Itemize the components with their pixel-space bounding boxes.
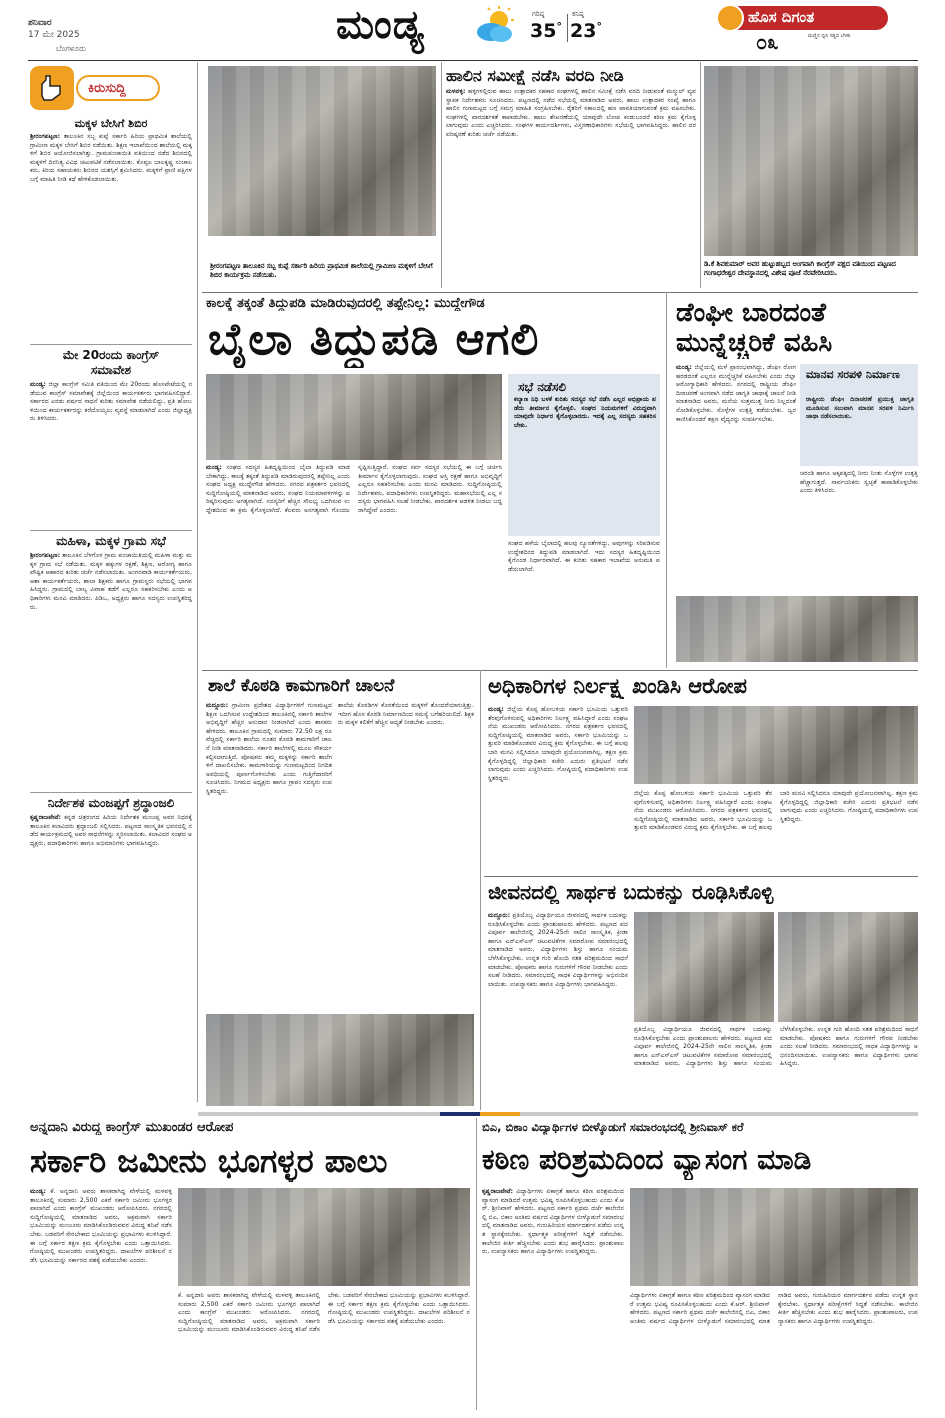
- land-headline: ಸರ್ಕಾರಿ ಜಮೀನು ಭೂಗಳ್ಳರ ಪಾಲು: [30, 1142, 388, 1180]
- registration-marks-far-right: [828, 1409, 868, 1415]
- milk-survey-headline: ಹಾಲಿನ ಸಮೀಕ್ಷೆ ನಡೆಸಿ ವರದಿ ನೀಡಿ: [446, 66, 624, 85]
- officials-body-continued: ಜಿಲ್ಲೆಯ ಕೊಪ್ಪ ಹೋಬಳಿಯ ಸರ್ಕಾರಿ ಭೂಮಿಯ ಒತ್ತುವರಿ ತೆರವುಗೊಳಿಸುವಲ್ಲಿ ಅಧಿಕಾರಿಗಳು ನಿರ್ಲಕ್ಷ್ಯ ವಹಿಸಿದ್ದಾರೆ ಎಂದು ಸಂಘಟನೆಯ ಮುಖಂಡರು ಆರೋಪಿಸಿದರು. ನಗರದ ಪತ್ರಕರ್ತರ ಭವನದಲ್ಲಿ ಸುದ್ದಿಗೋಷ್ಠಿಯಲ್ಲಿ ಮಾತನಾಡಿದ ಅವರು, ಸರ್ಕಾರಿ ಭೂಮಿಯನ್ನು ಒತ್ತುವರಿ ಮಾಡಿಕೊಂಡವರ ವಿರುದ್ಧ ಕ್ರಮ ಕೈಗೊಳ್ಳಬೇಕು. ಈ ಬಗ್ಗೆ ಹಲವು ಬಾರಿ ಮನವಿ ಸಲ್ಲಿಸಿದರೂ ಯಾವುದೇ ಪ್ರಯೋಜನವಾಗಿಲ್ಲ. ತಕ್ಷಣ ಕ್ರಮ ಕೈಗೊಳ್ಳದಿದ್ದಲ್ಲಿ ಜಿಲ್ಲಾಧಿಕಾರಿ ಕಚೇರಿ ಎದುರು ಪ್ರತಿಭಟನೆ ನಡೆಸಲಾಗುವುದು ಎಂದು ಎಚ್ಚರಿಸಿದರು. ಗೋಷ್ಠಿಯಲ್ಲಿ ಪದಾಧಿಕಾರಿಗಳು ಉಪಸ್ಥಿತರಿದ್ದರು.: [634, 790, 918, 832]
- sidebar-hand-icon: [30, 66, 74, 110]
- divider-accent-orange: [480, 1112, 520, 1116]
- dengue-sidebox-heading: ಮಾನವ ಸರಪಳಿ ನಿರ್ಮಾಣ: [806, 368, 900, 381]
- photo-officials-press: [634, 706, 918, 784]
- brief-body: ಶ್ರೀರಂಗಪಟ್ಟಣ: ತಾಲೂಕಿನ ಸಬ್ಬ ಕುಪ್ಪೆ ಸರ್ಕಾರಿ ಹಿರಿಯ ಪ್ರಾಥಮಿಕ ಶಾಲೆಯಲ್ಲಿ ಗ್ರಾಮೀಣ ಮಕ್ಕಳ ಬೇಸಿಗೆ ಶಿಬಿರ ನಡೆಯಿತು. ಶಿಕ್ಷಣ ಇಲಾಖೆಯಿಂದ ಶಾಲೆಯಲ್ಲಿ ಮಕ್ಕಳಿಗೆ ಶಿಬಿರ ಆಯೋಜಿಸಲಾಗಿತ್ತು. ಗ್ರಾಮಪಂಚಾಯಿತಿ ವತಿಯಿಂದ ನಡೆದ ಶಿಬಿರದಲ್ಲಿ ಮಕ್ಕಳಿಗೆ ದಿನನಿತ್ಯ ವಿವಿಧ ಚಟುವಟಿಕೆ ನಡೆಸಲಾಯಿತು. ಕೊಪ್ಪಲ ಬಾಲಕೃಷ್ಣ ಸಂಚಾಲಕರು, ಕಿರಿಯ ಸಹಾಯಕರು ಶಿಬಿರದ ಯಶಸ್ಸಿಗೆ ಶ್ರಮಿಸಿದರು. ಮಕ್ಕಳಿಗೆ ಪ್ರಾಣಿ ಪಕ್ಷಿಗಳ ಬಗ್ಗೆ ಮಾಹಿತಿ ನೀಡಿ ಕಥೆ ಹೇಳಿಕೊಡಲಾಯಿತು.: [30, 133, 192, 183]
- lead-body: ಮಂಡ್ಯ: ಸಂಘದ ಸದಸ್ಯರ ಹಿತದೃಷ್ಟಿಯಿಂದ ಬೈಲಾ ತಿದ್ದುಪಡಿ ಮಾಡಬೇಕಾಗಿದ್ದು, ಕಾಲಕ್ಕೆ ತಕ್ಕಂತೆ ತಿದ್ದುಪಡಿ ಮಾಡಿರುವುದರಲ್ಲಿ ತಪ್ಪೇನಿಲ್ಲ ಎಂದು ಸಂಘದ ಅಧ್ಯಕ್ಷ ಮುದ್ದೇಗೌಡ ಹೇಳಿದರು. ನಗರದ ಪತ್ರಕರ್ತರ ಭವನದಲ್ಲಿ ಸುದ್ದಿಗೋಷ್ಠಿಯಲ್ಲಿ ಮಾತನಾಡಿದ ಅವರು, ಸಂಘದ ನಿಯಮಾವಳಿಗಳನ್ನು ಪರಿಷ್ಕರಿಸುವುದು ಅಗತ್ಯವಾಗಿದೆ. ಸದಸ್ಯರಿಗೆ ಹೆಚ್ಚಿನ ಸೌಲಭ್ಯ ಒದಗಿಸುವ ಉದ್ದೇಶದಿಂದ ಈ ಕ್ರಮ ಕೈಗೊಳ್ಳಲಾಗಿದೆ. ಕೆಲವರು ಅನಗತ್ಯವಾಗಿ ಗೊಂದಲ ಸೃಷ್ಟಿಸುತ್ತಿದ್ದಾರೆ. ಸಂಘದ ಸರ್ವ ಸದಸ್ಯರ ಸಭೆಯಲ್ಲಿ ಈ ಬಗ್ಗೆ ಚರ್ಚಿಸಿ ತೀರ್ಮಾನ ಕೈಗೊಳ್ಳಲಾಗುವುದು. ಸಂಘದ ಆಸ್ತಿ ರಕ್ಷಣೆ ಹಾಗೂ ಅಭಿವೃದ್ಧಿಗೆ ಎಲ್ಲರೂ ಸಹಕರಿಸಬೇಕು ಎಂದು ಮನವಿ ಮಾಡಿದರು. ಸುದ್ದಿಗೋಷ್ಠಿಯಲ್ಲಿ ನಿರ್ದೇಶಕರು, ಪದಾಧಿಕಾರಿಗಳು ಉಪಸ್ಥಿತರಿದ್ದರು. ಮಹಾಸಭೆಯಲ್ಲಿ ಎಲ್ಲ ಸದಸ್ಯರು ಭಾಗವಹಿಸಿ ಸಲಹೆ ನೀಡಬೇಕು. ಪಾರದರ್ಶಕ ಆಡಳಿತ ನೀಡಲು ಬದ್ಧರಾಗಿದ್ದೇವೆ ಎಂದರು.: [206, 464, 502, 514]
- brief-heading: ಮಕ್ಕಳ ಬೇಸಿಗೆ ಶಿಬಿರ: [74, 117, 148, 130]
- masthead: [0, 0, 945, 62]
- school-body-continued: ಶಾಲೆಯ ಕೊಠಡಿಗಳ ಕೊರತೆಯಿಂದ ಮಕ್ಕಳಿಗೆ ತೊಂದರೆಯಾಗುತ್ತಿತ್ತು. ಇದೀಗ ಹೊಸ ಕೊಠಡಿ ನಿರ್ಮಾಣದಿಂದ ಸಮಸ್ಯೆ ಬಗೆಹರಿಯಲಿದೆ. ಶಿಕ್ಷಕರು ಮಕ್ಕಳ ಕಲಿಕೆಗೆ ಹೆಚ್ಚಿನ ಆದ್ಯತೆ ನೀಡಬೇಕು ಎಂದರು.: [338, 702, 474, 727]
- dengue-sidebox-body: ರಾಷ್ಟ್ರೀಯ ಡೆಂಘೀ ದಿನಾಚರಣೆ ಪ್ರಯುಕ್ತ ಜಾಗೃತಿ ಮೂಡಿಸುವ ಸಲುವಾಗಿ ಮಾನವ ಸರಪಳಿ ನಿರ್ಮಿಸಿ ಜಾಥಾ ನಡೆಸಲಾಯಿತು.: [806, 396, 914, 421]
- brief-body: ಕೃಷ್ಣರಾಜಪೇಟೆ: ಕನ್ನಡ ಚಿತ್ರರಂಗದ ಹಿರಿಯ ನಿರ್ದೇಶಕ ಮಂಜಪ್ಪ ಅವರ ನಿಧನಕ್ಕೆ ತಾಲೂಕಿನ ಕಲಾವಿದರು ಶ್ರದ್ಧಾಂಜಲಿ ಸಲ್ಲಿಸಿದರು. ಪಟ್ಟಣದ ಸಾಂಸ್ಕೃತಿಕ ಭವನದಲ್ಲಿ ನಡೆದ ಕಾರ್ಯಕ್ರಮದಲ್ಲಿ ಅವರ ಸಾಧನೆಗಳನ್ನು ಸ್ಮರಿಸಲಾಯಿತು. ಕಲಾವಿದರ ಸಂಘದ ಅಧ್ಯಕ್ಷರು, ಪದಾಧಿಕಾರಿಗಳು ಹಾಗೂ ಅಭಿಮಾನಿಗಳು ಭಾಗವಹಿಸಿದ್ದರು.: [30, 814, 192, 847]
- sidebar-item-4: [30, 796, 192, 1078]
- weather-min-label: ಕನಿಷ್ಠ: [572, 10, 584, 18]
- school-body: ಮದ್ದೂರು: ಗ್ರಾಮೀಣ ಪ್ರದೇಶದ ವಿದ್ಯಾರ್ಥಿಗಳಿಗೆ ಗುಣಮಟ್ಟದ ಶಿಕ್ಷಣ ಒದಗಿಸುವ ಉದ್ದೇಶದಿಂದ ತಾಲೂಕಿನಲ್ಲಿ ಸರ್ಕಾರಿ ಶಾಲೆಗಳ ಅಭಿವೃದ್ಧಿಗೆ ಹೆಚ್ಚಿನ ಅನುದಾನ ನೀಡಲಾಗಿದೆ ಎಂದು ಶಾಸಕರು ಹೇಳಿದರು. ತಾಲೂಕಿನ ಗ್ರಾಮದಲ್ಲಿ ಸುಮಾರು 72.50 ಲಕ್ಷ ರೂ ವೆಚ್ಚದಲ್ಲಿ ಸರ್ಕಾರಿ ಶಾಲೆಯ ನೂತನ ಕೊಠಡಿ ಕಾಮಗಾರಿಗೆ ಚಾಲನೆ ನೀಡಿ ಮಾತನಾಡಿದರು. ಸರ್ಕಾರಿ ಶಾಲೆಗಳಲ್ಲಿ ಮೂಲ ಸೌಕರ್ಯ ಕಲ್ಪಿಸಲಾಗುತ್ತಿದೆ. ಪೋಷಕರು ತಮ್ಮ ಮಕ್ಕಳನ್ನು ಸರ್ಕಾರಿ ಶಾಲೆಗಳಿಗೆ ದಾಖಲಿಸಬೇಕು. ಕಾಮಗಾರಿಯನ್ನು ಗುಣಮಟ್ಟದಿಂದ ನಿಗದಿತ ಅವಧಿಯಲ್ಲಿ ಪೂರ್ಣಗೊಳಿಸಬೇಕು ಎಂದು ಗುತ್ತಿಗೆದಾರರಿಗೆ ಸೂಚಿಸಿದರು. ನಿಗಮದ ಅಧ್ಯಕ್ಷರು ಹಾಗೂ ಗ್ರಾಪಂ ಸದಸ್ಯರು ಉಪಸ್ಥಿತರಿದ್ದರು.: [206, 702, 332, 795]
- registration-marks-left: [92, 1409, 132, 1415]
- life-body: ಮದ್ದೂರು: ಪ್ರತಿಯೊಬ್ಬ ವಿದ್ಯಾರ್ಥಿಯೂ ಜೀವನದಲ್ಲಿ ಸಾರ್ಥಕ ಬದುಕನ್ನು ರೂಢಿಸಿಕೊಳ್ಳಬೇಕು ಎಂದು ಪ್ರಾಂಶುಪಾಲರು ಹೇಳಿದರು. ಪಟ್ಟಣದ ಪದವಿಪೂರ್ವ ಕಾಲೇಜಿನಲ್ಲಿ 2024-25ನೇ ಸಾಲಿನ ಸಾಂಸ್ಕೃತಿಕ, ಕ್ರೀಡಾ ಹಾಗೂ ಎನ್ಎಸ್ಎಸ್ ಚಟುವಟಿಕೆಗಳ ಸಮಾರೋಪ ಸಮಾರಂಭದಲ್ಲಿ ಮಾತನಾಡಿದ ಅವರು, ವಿದ್ಯಾರ್ಥಿಗಳು ಶಿಸ್ತು ಹಾಗೂ ಸಂಯಮ ಬೆಳೆಸಿಕೊಳ್ಳಬೇಕು. ಉನ್ನತ ಗುರಿ ಹೊಂದಿ ಸತತ ಪರಿಶ್ರಮದಿಂದ ಸಾಧನೆ ಮಾಡಬೇಕು. ಪೋಷಕರು ಹಾಗೂ ಗುರುಗಳಿಗೆ ಗೌರವ ನೀಡಬೇಕು ಎಂದು ಸಲಹೆ ನೀಡಿದರು. ಸಮಾರಂಭದಲ್ಲಿ ಸಾಧಕ ವಿದ್ಯಾರ್ಥಿಗಳನ್ನು ಅಭಿನಂದಿಸಲಾಯಿತು. ಉಪನ್ಯಾಸಕರು ಹಾಗೂ ವಿದ್ಯಾರ್ಥಿಗಳು ಭಾಗವಹಿಸಿದ್ದರು.: [488, 912, 628, 988]
- weather-max-unit: °: [556, 20, 562, 33]
- page-number: ೦೩: [756, 30, 779, 54]
- land-body-continued: ಕೆ. ಅನ್ನದಾನಿ ಅವರು ಶಾಸಕರಾಗಿದ್ದ ವೇಳೆಯಲ್ಲಿ ಮಳವಳ್ಳಿ ತಾಲೂಕಿನಲ್ಲಿ ಸುಮಾರು 2,500 ಎಕರೆ ಸರ್ಕಾರಿ ಜಮೀನು ಭೂಗಳ್ಳರ ಪಾಲಾಗಿದೆ ಎಂದು ಕಾಂಗ್ರೆಸ್ ಮುಖಂಡರು ಆರೋಪಿಸಿದರು. ನಗರದಲ್ಲಿ ಸುದ್ದಿಗೋಷ್ಠಿಯಲ್ಲಿ ಮಾತನಾಡಿದ ಅವರು, ಅಕ್ರಮವಾಗಿ ಸರ್ಕಾರಿ ಭೂಮಿಯನ್ನು ಮಂಜೂರು ಮಾಡಿಸಿಕೊಂಡಿರುವವರ ವಿರುದ್ಧ ತನಿಖೆ ನಡೆಸಬೇಕು. ಬಡವರಿಗೆ ಸೇರಬೇಕಾದ ಭೂಮಿಯನ್ನು ಪ್ರಭಾವಿಗಳು ಕಬಳಿಸಿದ್ದಾರೆ. ಈ ಬಗ್ಗೆ ಸರ್ಕಾರ ತಕ್ಷಣ ಕ್ರಮ ಕೈಗೊಳ್ಳಬೇಕು ಎಂದು ಒತ್ತಾಯಿಸಿದರು. ಗೋಷ್ಠಿಯಲ್ಲಿ ಮುಖಂಡರು ಉಪಸ್ಥಿತರಿದ್ದರು. ದಾಖಲೆಗಳ ಪರಿಶೀಲನೆ ನಡೆಸಿ ಭೂಮಿಯನ್ನು ಸರ್ಕಾರದ ವಶಕ್ಕೆ ಪಡೆಯಬೇಕು ಎಂದರು.: [178, 1292, 470, 1334]
- photo-caption: ಡಿ.ಕೆ ಶಿವಕುಮಾರ್ ಅವರ ಹುಟ್ಟುಹಬ್ಬದ ಅಂಗವಾಗಿ ಕಾಂಗ್ರೆಸ್ ಪಕ್ಷದ ವತಿಯಿಂದ ಪಟ್ಟಣದ ಗಂಗಾಧರೇಶ್ವರ ದೇವಸ್ಥಾನದಲ್ಲಿ ವಿಶೇಷ ಪೂಜೆ ನೆರವೇರಿಸಿದರು.: [704, 260, 896, 277]
- divider-accent-navy: [440, 1112, 480, 1116]
- photo-press-meet: [206, 374, 502, 460]
- land-body: ಮಂಡ್ಯ: ಕೆ. ಅನ್ನದಾನಿ ಅವರು ಶಾಸಕರಾಗಿದ್ದ ವೇಳೆಯಲ್ಲಿ ಮಳವಳ್ಳಿ ತಾಲೂಕಿನಲ್ಲಿ ಸುಮಾರು 2,500 ಎಕರೆ ಸರ್ಕಾರಿ ಜಮೀನು ಭೂಗಳ್ಳರ ಪಾಲಾಗಿದೆ ಎಂದು ಕಾಂಗ್ರೆಸ್ ಮುಖಂಡರು ಆರೋಪಿಸಿದರು. ನಗರದಲ್ಲಿ ಸುದ್ದಿಗೋಷ್ಠಿಯಲ್ಲಿ ಮಾತನಾಡಿದ ಅವರು, ಅಕ್ರಮವಾಗಿ ಸರ್ಕಾರಿ ಭೂಮಿಯನ್ನು ಮಂಜೂರು ಮಾಡಿಸಿಕೊಂಡಿರುವವರ ವಿರುದ್ಧ ತನಿಖೆ ನಡೆಸಬೇಕು. ಬಡವರಿಗೆ ಸೇರಬೇಕಾದ ಭೂಮಿಯನ್ನು ಪ್ರಭಾವಿಗಳು ಕಬಳಿಸಿದ್ದಾರೆ. ಈ ಬಗ್ಗೆ ಸರ್ಕಾರ ತಕ್ಷಣ ಕ್ರಮ ಕೈಗೊಳ್ಳಬೇಕು ಎಂದು ಒತ್ತಾಯಿಸಿದರು. ಗೋಷ್ಠಿಯಲ್ಲಿ ಮುಖಂಡರು ಉಪಸ್ಥಿತರಿದ್ದರು. ದಾಖಲೆಗಳ ಪರಿಶೀಲನೆ ನಡೆಸಿ ಭೂಮಿಯನ್ನು ಸರ್ಕಾರದ ವಶಕ್ಕೆ ಪಡೆಯಬೇಕು ಎಂದರು.: [30, 1188, 172, 1264]
- weather-min: 23°: [570, 20, 602, 42]
- weather-max-label: ಗರಿಷ್ಠ: [532, 10, 545, 18]
- lead-sidebox-heading: ಸಭೆ ನಡೆಸಲಿ: [518, 380, 567, 394]
- brief-body: ಮಂಡ್ಯ: ಜಿಲ್ಲಾ ಕಾಂಗ್ರೆಸ್ ಸಮಿತಿ ವತಿಯಿಂದ ಮೇ 20ರಂದು ಹೊಸಪೇಟೆಯಲ್ಲಿ ನಡೆಯುವ ಕಾಂಗ್ರೆಸ್ ಸಮಾವೇಶಕ್ಕೆ ಜಿಲ್ಲೆಯಿಂದ ಕಾರ್ಯಕರ್ತರು ಭಾಗವಹಿಸಲಿದ್ದಾರೆ. ಸರ್ಕಾರದ ಎರಡು ವರ್ಷದ ಸಾಧನೆ ಕುರಿತು ಸಮಾವೇಶ ನಡೆಯಲಿದ್ದು, ಪ್ರತಿ ಹೋಬಳಿಯಿಂದ ಕಾರ್ಯಕರ್ತರನ್ನು ಕರೆದೊಯ್ಯಲು ವ್ಯವಸ್ಥೆ ಮಾಡಲಾಗಿದೆ ಎಂದು ಜಿಲ್ಲಾಧ್ಯಕ್ಷರು ತಿಳಿಸಿದರು.: [30, 381, 192, 423]
- sidebar-item-1: [30, 118, 192, 335]
- weather-icon: [473, 6, 517, 46]
- masthead-date: 17 ಮೇ 2025: [28, 30, 80, 40]
- photo-school-foundation: [206, 1014, 474, 1106]
- life-body-continued: ಪ್ರತಿಯೊಬ್ಬ ವಿದ್ಯಾರ್ಥಿಯೂ ಜೀವನದಲ್ಲಿ ಸಾರ್ಥಕ ಬದುಕನ್ನು ರೂಢಿಸಿಕೊಳ್ಳಬೇಕು ಎಂದು ಪ್ರಾಂಶುಪಾಲರು ಹೇಳಿದರು. ಪಟ್ಟಣದ ಪದವಿಪೂರ್ವ ಕಾಲೇಜಿನಲ್ಲಿ 2024-25ನೇ ಸಾಲಿನ ಸಾಂಸ್ಕೃತಿಕ, ಕ್ರೀಡಾ ಹಾಗೂ ಎನ್ಎಸ್ಎಸ್ ಚಟುವಟಿಕೆಗಳ ಸಮಾರೋಪ ಸಮಾರಂಭದಲ್ಲಿ ಮಾತನಾಡಿದ ಅವರು, ವಿದ್ಯಾರ್ಥಿಗಳು ಶಿಸ್ತು ಹಾಗೂ ಸಂಯಮ ಬೆಳೆಸಿಕೊಳ್ಳಬೇಕು. ಉನ್ನತ ಗುರಿ ಹೊಂದಿ ಸತತ ಪರಿಶ್ರಮದಿಂದ ಸಾಧನೆ ಮಾಡಬೇಕು. ಪೋಷಕರು ಹಾಗೂ ಗುರುಗಳಿಗೆ ಗೌರವ ನೀಡಬೇಕು ಎಂದು ಸಲಹೆ ನೀಡಿದರು. ಸಮಾರಂಭದಲ್ಲಿ ಸಾಧಕ ವಿದ್ಯಾರ್ಥಿಗಳನ್ನು ಅಭಿನಂದಿಸಲಾಯಿತು. ಉಪನ್ಯಾಸಕರು ಹಾಗೂ ವಿದ್ಯಾರ್ಥಿಗಳು ಭಾಗವಹಿಸಿದ್ದರು.: [634, 1026, 918, 1068]
- milk-survey-body: ಮಳವಳ್ಳಿ: ಹಳ್ಳಿಗಳಲ್ಲಿರುವ ಹಾಲು ಉತ್ಪಾದಕರ ಸಹಕಾರ ಸಂಘಗಳಲ್ಲಿ ಹಾಲಿನ ಸಮೀಕ್ಷೆ ನಡೆಸಿ ವರದಿ ನೀಡುವಂತೆ ಮನ್ಮುಲ್ ವ್ಯವಸ್ಥಾಪಕ ನಿರ್ದೇಶಕರು ಸೂಚಿಸಿದರು. ಪಟ್ಟಣದಲ್ಲಿ ನಡೆದ ಸಭೆಯಲ್ಲಿ ಮಾತನಾಡಿದ ಅವರು, ಹಾಲು ಉತ್ಪಾದಕರ ಸಂಖ್ಯೆ ಹಾಗೂ ಹಾಲಿನ ಗುಣಮಟ್ಟದ ಬಗ್ಗೆ ಸಮಗ್ರ ಮಾಹಿತಿ ಸಂಗ್ರಹಿಸಬೇಕು. ರೈತರಿಗೆ ಸಕಾಲದಲ್ಲಿ ಹಣ ಪಾವತಿಯಾಗುವಂತೆ ಕ್ರಮ ವಹಿಸಬೇಕು. ಸಂಘಗಳಲ್ಲಿ ಪಾರದರ್ಶಕತೆ ಕಾಪಾಡಬೇಕು. ಹಾಲು ಶೇಖರಣೆಯಲ್ಲಿ ಯಾವುದೇ ಲೋಪ ಕಂಡುಬಂದರೆ ಕಠಿಣ ಕ್ರಮ ಕೈಗೊಳ್ಳಲಾಗುವುದು ಎಂದು ಎಚ್ಚರಿಸಿದರು. ಸಂಘಗಳ ಕಾರ್ಯದರ್ಶಿಗಳು, ವಿಸ್ತರಣಾಧಿಕಾರಿಗಳು ಸಭೆಯಲ್ಲಿ ಭಾಗವಹಿಸಿದ್ದರು. ಹಾಲಿನ ದರ ಪರಿಷ್ಕರಣೆ ಕುರಿತು ಚರ್ಚೆ ನಡೆಯಿತು.: [446, 88, 696, 138]
- brief-heading: ನಿರ್ದೇಶಕ ಮಂಜಪ್ಪಗೆ ಶ್ರದ್ಧಾಂಜಲಿ: [47, 796, 175, 810]
- lead-kicker: ಕಾಲಕ್ಕೆ ತಕ್ಕಂತೆ ತಿದ್ದುಪಡಿ ಮಾಡಿರುವುದರಲ್ಲಿ ತಪ್ಪೇನಿಲ್ಲ: ಮುದ್ದೇಗೌಡ: [206, 296, 485, 311]
- officials-headline: ಅಧಿಕಾರಿಗಳ ನಿರ್ಲಕ್ಷ್ಯ ಖಂಡಿಸಿ ಆರೋಪ: [488, 674, 748, 698]
- dengue-body-continued: ಚರಂಡಿ ಹಾಗೂ ಅಕ್ಕಪಕ್ಕದಲ್ಲಿ ನೀರು ನಿಂತು ಸೊಳ್ಳೆಗಳ ಉತ್ಪತ್ತಿ ಹೆಚ್ಚಾಗುತ್ತದೆ. ಸಾರ್ವಜನಿಕರು ಸ್ವಚ್ಛತೆ ಕಾಪಾಡಿಕೊಳ್ಳಬೇಕು ಎಂದು ತಿಳಿಸಿದರು.: [800, 470, 918, 495]
- photo-summer-camp: [208, 66, 436, 236]
- life-headline: ಜೀವನದಲ್ಲಿ ಸಾರ್ಥಕ ಬದುಕನ್ನು ರೂಢಿಸಿಕೊಳ್ಳಿ: [488, 880, 774, 904]
- school-headline: ಶಾಲೆ ಕೊಠಡಿ ಕಾಮಗಾರಿಗೆ ಚಾಲನೆ: [208, 676, 395, 696]
- photo-caption: ಶ್ರೀರಂಗಪಟ್ಟಣ ತಾಲೂಕಿನ ಸಬ್ಬ ಕುಪ್ಪೆ ಸರ್ಕಾರಿ ಹಿರಿಯ ಪ್ರಾಥಮಿಕ ಶಾಲೆಯಲ್ಲಿ ಗ್ರಾಮೀಣ ಮಕ್ಕಳಿಗೆ ಬೇಸಿಗೆ ಶಿಬಿರ ಕಾರ್ಯಕ್ರಮ ನಡೆಯಿತು.: [210, 262, 433, 279]
- weather-min-unit: °: [596, 20, 602, 33]
- brand-tagline: ಮಣ್ಣಿನ ಧ್ವನಿ ಸತ್ಯದ ಬೆಳಕು: [808, 33, 851, 39]
- masthead-day: ಶನಿವಾರ: [28, 18, 52, 28]
- photo-college-event-1: [634, 912, 774, 1022]
- brand-emblem-icon: [716, 4, 744, 32]
- section-divider: [198, 1112, 918, 1116]
- dengue-headline-line1: ಡೆಂಘೀ ಬಾರದಂತೆ: [676, 298, 826, 328]
- farewell-body-continued: ವಿದ್ಯಾರ್ಥಿಗಳು ಏಕಾಗ್ರತೆ ಹಾಗೂ ಕಠಿಣ ಪರಿಶ್ರಮದಿಂದ ವ್ಯಾಸಂಗ ಮಾಡಿದರೆ ಉತ್ತಮ ಭವಿಷ್ಯ ರೂಪಿಸಿಕೊಳ್ಳಬಹುದು ಎಂದು ಕೆ.ಆರ್. ಶ್ರೀನಿವಾಸ್ ಹೇಳಿದರು. ಪಟ್ಟಣದ ಸರ್ಕಾರಿ ಪ್ರಥಮ ದರ್ಜೆ ಕಾಲೇಜಿನಲ್ಲಿ ಬಿಎ, ಬಿಕಾಂ ಅಂತಿಮ ವರ್ಷದ ವಿದ್ಯಾರ್ಥಿಗಳ ಬೀಳ್ಕೊಡುಗೆ ಸಮಾರಂಭದಲ್ಲಿ ಮಾತನಾಡಿದ ಅವರು, ಗುರುಹಿರಿಯರ ಮಾರ್ಗದರ್ಶನ ಪಡೆದು ಉನ್ನತ ಸ್ಥಾನಕ್ಕೇರಬೇಕು. ಸ್ಪರ್ಧಾತ್ಮಕ ಪರೀಕ್ಷೆಗಳಿಗೆ ಸಿದ್ಧತೆ ನಡೆಸಬೇಕು. ಕಾಲೇಜಿನ ಕೀರ್ತಿ ಹೆಚ್ಚಿಸಬೇಕು ಎಂದು ಶುಭ ಹಾರೈಸಿದರು. ಪ್ರಾಂಶುಪಾಲರು, ಉಪನ್ಯಾಸಕರು ಹಾಗೂ ವಿದ್ಯಾರ್ಥಿಗಳು ಉಪಸ್ಥಿತರಿದ್ದರು.: [630, 1292, 918, 1325]
- photo-congress-leaders: [178, 1188, 470, 1286]
- section-title: ಮಂಡ್ಯ: [336, 2, 425, 48]
- sidebar-item-3: [30, 534, 192, 774]
- brief-heading: ಮೇ 20ರಂದು ಕಾಂಗ್ರೆಸ್ ಸಮಾವೇಶ: [62, 348, 160, 377]
- registration-marks-center: [336, 1409, 376, 1415]
- photo-college-event-2: [778, 912, 918, 1022]
- lead-body-continued: ಸಂಘದ ಹಳೆಯ ಬೈಲಾದಲ್ಲಿ ಹಲವು ನ್ಯೂನತೆಗಳಿದ್ದು, ಅವುಗಳನ್ನು ಸರಿಪಡಿಸುವ ಉದ್ದೇಶದಿಂದ ತಿದ್ದುಪಡಿ ಮಾಡಲಾಗಿದೆ. ಇದು ಸದಸ್ಯರ ಹಿತದೃಷ್ಟಿಯಿಂದ ಕೈಗೊಂಡ ನಿರ್ಧಾರವಾಗಿದೆ. ಈ ಕುರಿತು ಸಹಕಾರ ಇಲಾಖೆಯ ಅನುಮತಿ ಪಡೆಯಲಾಗಿದೆ.: [508, 540, 660, 573]
- photo-dengue-rally: [676, 596, 918, 662]
- farewell-headline: ಕಠಿಣ ಪರಿಶ್ರಮದಿಂದ ವ್ಯಾಸಂಗ ಮಾಡಿ: [482, 1143, 812, 1176]
- farewell-kicker: ಬಿಎ, ಬಿಕಾಂ ವಿದ್ಯಾರ್ಥಿಗಳ ಬೀಳ್ಕೊಡುಗೆ ಸಮಾರಂಭದಲ್ಲಿ ಶ್ರೀನಿವಾಸ್ ಕರೆ: [482, 1120, 744, 1134]
- weather-max: 35°: [530, 20, 562, 42]
- sidebar-logo-label: ಕಿರುಸುದ್ದಿ: [76, 75, 160, 101]
- sidebar-logo: [30, 66, 162, 112]
- brief-heading: ಮಹಿಳಾ, ಮಕ್ಕಳ ಗ್ರಾಮ ಸಭೆ: [56, 534, 166, 548]
- photo-college-farewell: [630, 1188, 918, 1286]
- lead-sidebox-body: ಕಲ್ಯಾಣ ನಿಧಿ ಬಳಕೆ ಕುರಿತು ಸದಸ್ಯರ ಸಭೆ ನಡೆಸಿ ಎಲ್ಲರ ಅಭಿಪ್ರಾಯ ಪಡೆದು ತೀರ್ಮಾನ ಕೈಗೊಳ್ಳಲಿ. ಸಂಘದ ನಿಯಮಗಳಿಗೆ ವಿರುದ್ಧವಾಗಿ ಯಾವುದೇ ನಿರ್ಧಾರ ಕೈಗೊಳ್ಳಬಾರದು. ಇದಕ್ಕೆ ಎಲ್ಲ ಸದಸ್ಯರು ಸಹಕರಿಸಬೇಕು.: [514, 396, 656, 429]
- registration-marks-right: [580, 1409, 620, 1415]
- photo-temple-pooja: [704, 66, 918, 256]
- dengue-headline-line2: ಮುನ್ನೆಚ್ಚರಿಕೆ ವಹಿಸಿ: [676, 328, 833, 358]
- masthead-city: ಬೆಂಗಳೂರು: [56, 44, 86, 53]
- brand-name: ಹೊಸ ದಿಗಂತ: [748, 8, 815, 26]
- farewell-body: ಕೃಷ್ಣರಾಜಪೇಟೆ: ವಿದ್ಯಾರ್ಥಿಗಳು ಏಕಾಗ್ರತೆ ಹಾಗೂ ಕಠಿಣ ಪರಿಶ್ರಮದಿಂದ ವ್ಯಾಸಂಗ ಮಾಡಿದರೆ ಉತ್ತಮ ಭವಿಷ್ಯ ರೂಪಿಸಿಕೊಳ್ಳಬಹುದು ಎಂದು ಕೆ.ಆರ್. ಶ್ರೀನಿವಾಸ್ ಹೇಳಿದರು. ಪಟ್ಟಣದ ಸರ್ಕಾರಿ ಪ್ರಥಮ ದರ್ಜೆ ಕಾಲೇಜಿನಲ್ಲಿ ಬಿಎ, ಬಿಕಾಂ ಅಂತಿಮ ವರ್ಷದ ವಿದ್ಯಾರ್ಥಿಗಳ ಬೀಳ್ಕೊಡುಗೆ ಸಮಾರಂಭದಲ್ಲಿ ಮಾತನಾಡಿದ ಅವರು, ಗುರುಹಿರಿಯರ ಮಾರ್ಗದರ್ಶನ ಪಡೆದು ಉನ್ನತ ಸ್ಥಾನಕ್ಕೇರಬೇಕು. ಸ್ಪರ್ಧಾತ್ಮಕ ಪರೀಕ್ಷೆಗಳಿಗೆ ಸಿದ್ಧತೆ ನಡೆಸಬೇಕು. ಕಾಲೇಜಿನ ಕೀರ್ತಿ ಹೆಚ್ಚಿಸಬೇಕು ಎಂದು ಶುಭ ಹಾರೈಸಿದರು. ಪ್ರಾಂಶುಪಾಲರು, ಉಪನ್ಯಾಸಕರು ಹಾಗೂ ವಿದ್ಯಾರ್ಥಿಗಳು ಉಪಸ್ಥಿತರಿದ್ದರು.: [482, 1188, 624, 1256]
- brief-body: ಶ್ರೀರಂಗಪಟ್ಟಣ: ತಾಲೂಕಿನ ಬೆಳಗೊಳ ಗ್ರಾಮ ಪಂಚಾಯಿತಿಯಲ್ಲಿ ಮಹಿಳಾ ಮತ್ತು ಮಕ್ಕಳ ಗ್ರಾಮ ಸಭೆ ನಡೆಯಿತು. ಮಕ್ಕಳ ಹಕ್ಕುಗಳ ರಕ್ಷಣೆ, ಶಿಕ್ಷಣ, ಆರೋಗ್ಯ ಹಾಗೂ ಪೌಷ್ಟಿಕ ಆಹಾರದ ಕುರಿತು ಚರ್ಚೆ ನಡೆಸಲಾಯಿತು. ಅಂಗನವಾಡಿ ಕಾರ್ಯಕರ್ತೆಯರು, ಆಶಾ ಕಾರ್ಯಕರ್ತೆಯರು, ಶಾಲಾ ಶಿಕ್ಷಕರು ಹಾಗೂ ಗ್ರಾಮಸ್ಥರು ಸಭೆಯಲ್ಲಿ ಭಾಗವಹಿಸಿದ್ದರು. ಗ್ರಾಮದಲ್ಲಿ ಬಾಲ್ಯ ವಿವಾಹ ತಡೆಗೆ ಎಲ್ಲರೂ ಸಹಕರಿಸಬೇಕು ಎಂದು ಅಧಿಕಾರಿಗಳು ಮನವಿ ಮಾಡಿದರು. ಪಿಡಿಒ, ಅಧ್ಯಕ್ಷರು ಹಾಗೂ ಸದಸ್ಯರು ಉಪಸ್ಥಿತರಿದ್ದರು.: [30, 552, 192, 611]
- land-kicker: ಅನ್ನದಾನಿ ವಿರುದ್ಧ ಕಾಂಗ್ರೆಸ್ ಮುಖಂಡರ ಆರೋಪ: [30, 1120, 234, 1135]
- sidebar-item-2: [30, 348, 192, 519]
- dengue-body: ಮಂಡ್ಯ: ಜಿಲ್ಲೆಯಲ್ಲಿ ಮಳೆ ಪ್ರಾರಂಭವಾಗಿದ್ದು, ಡೆಂಘೀ ರೋಗ ಹರಡದಂತೆ ಎಲ್ಲರೂ ಮುನ್ನೆಚ್ಚರಿಕೆ ವಹಿಸಬೇಕು ಎಂದು ಜಿಲ್ಲಾ ಆರೋಗ್ಯಾಧಿಕಾರಿ ಹೇಳಿದರು. ನಗರದಲ್ಲಿ ರಾಷ್ಟ್ರೀಯ ಡೆಂಘೀ ದಿನಾಚರಣೆ ಅಂಗವಾಗಿ ನಡೆದ ಜಾಗೃತಿ ಜಾಥಾಕ್ಕೆ ಚಾಲನೆ ನೀಡಿ ಮಾತನಾಡಿದ ಅವರು, ಮನೆಯ ಸುತ್ತಮುತ್ತ ನೀರು ನಿಲ್ಲದಂತೆ ನೋಡಿಕೊಳ್ಳಬೇಕು. ಸೊಳ್ಳೆಗಳ ಉತ್ಪತ್ತಿ ತಡೆಯಬೇಕು. ಜ್ವರ ಕಾಣಿಸಿಕೊಂಡರೆ ತಕ್ಷಣ ವೈದ್ಯರನ್ನು ಸಂಪರ್ಕಿಸಬೇಕು.: [676, 364, 796, 423]
- lead-headline: ಬೈಲಾ ತಿದ್ದುಪಡಿ ಆಗಲಿ: [208, 314, 540, 365]
- officials-body: ಮಂಡ್ಯ: ಜಿಲ್ಲೆಯ ಕೊಪ್ಪ ಹೋಬಳಿಯ ಸರ್ಕಾರಿ ಭೂಮಿಯ ಒತ್ತುವರಿ ತೆರವುಗೊಳಿಸುವಲ್ಲಿ ಅಧಿಕಾರಿಗಳು ನಿರ್ಲಕ್ಷ್ಯ ವಹಿಸಿದ್ದಾರೆ ಎಂದು ಸಂಘಟನೆಯ ಮುಖಂಡರು ಆರೋಪಿಸಿದರು. ನಗರದ ಪತ್ರಕರ್ತರ ಭವನದಲ್ಲಿ ಸುದ್ದಿಗೋಷ್ಠಿಯಲ್ಲಿ ಮಾತನಾಡಿದ ಅವರು, ಸರ್ಕಾರಿ ಭೂಮಿಯನ್ನು ಒತ್ತುವರಿ ಮಾಡಿಕೊಂಡವರ ವಿರುದ್ಧ ಕ್ರಮ ಕೈಗೊಳ್ಳಬೇಕು. ಈ ಬಗ್ಗೆ ಹಲವು ಬಾರಿ ಮನವಿ ಸಲ್ಲಿಸಿದರೂ ಯಾವುದೇ ಪ್ರಯೋಜನವಾಗಿಲ್ಲ. ತಕ್ಷಣ ಕ್ರಮ ಕೈಗೊಳ್ಳದಿದ್ದಲ್ಲಿ ಜಿಲ್ಲಾಧಿಕಾರಿ ಕಚೇರಿ ಎದುರು ಪ್ರತಿಭಟನೆ ನಡೆಸಲಾಗುವುದು ಎಂದು ಎಚ್ಚರಿಸಿದರು. ಗೋಷ್ಠಿಯಲ್ಲಿ ಪದಾಧಿಕಾರಿಗಳು ಉಪಸ್ಥಿತರಿದ್ದರು.: [488, 706, 628, 782]
